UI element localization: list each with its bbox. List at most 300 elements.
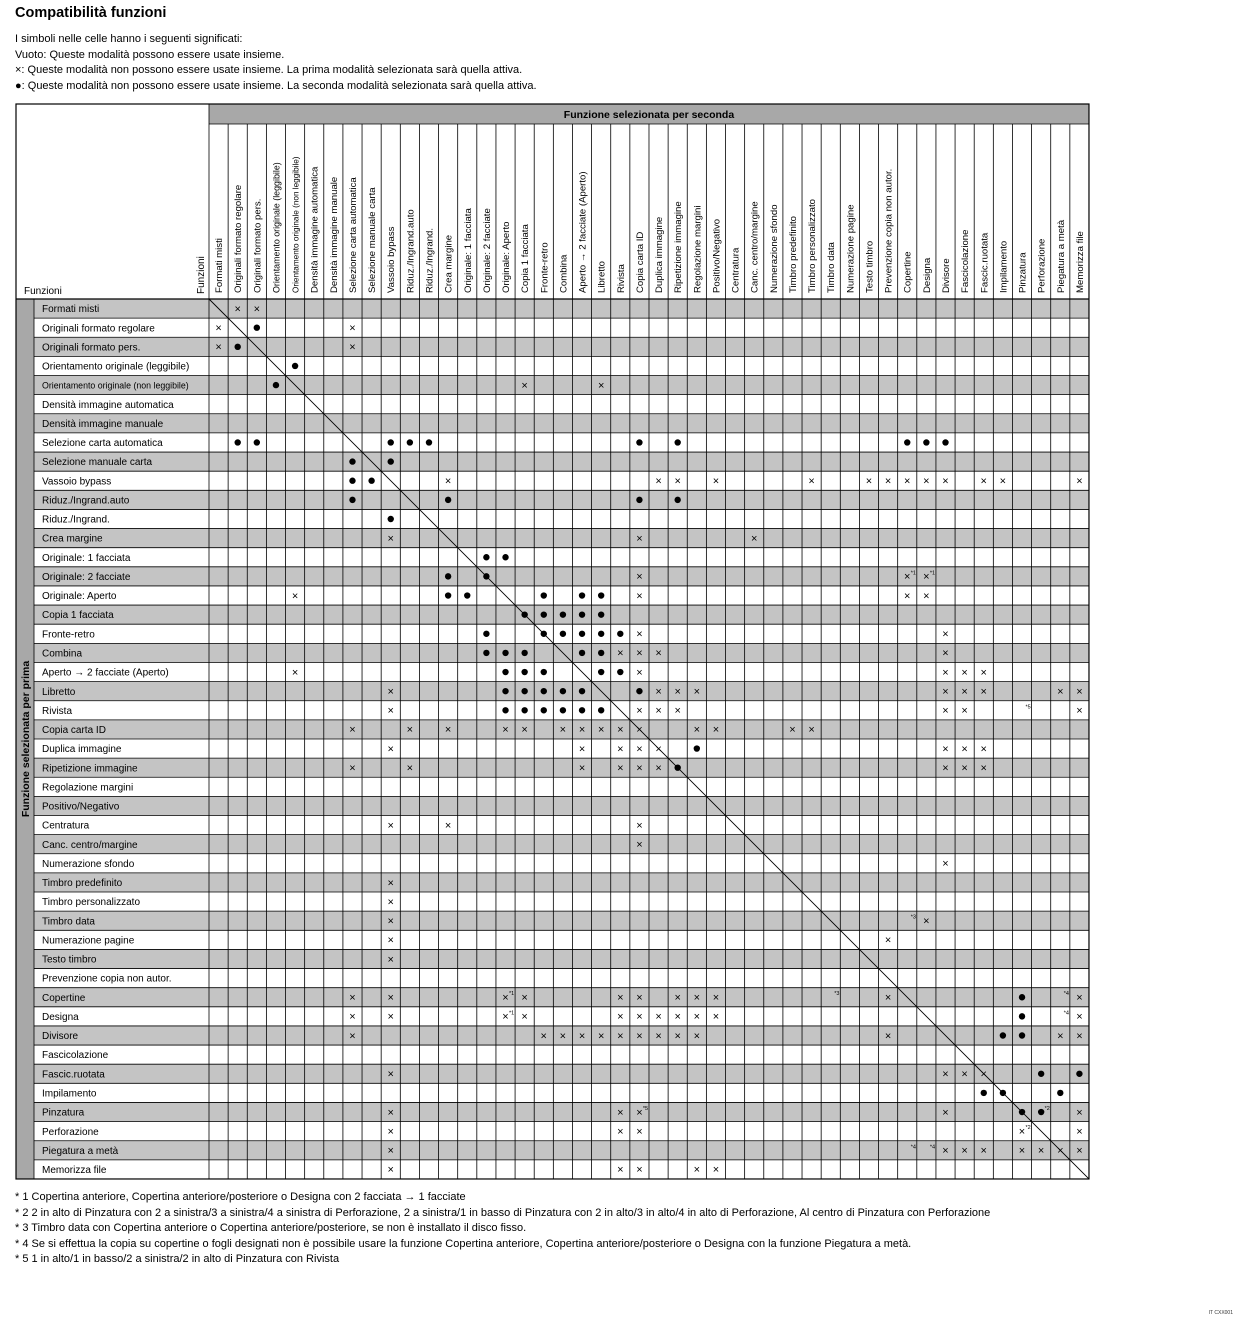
cross-mark: ×: [597, 1030, 605, 1043]
cross-mark: ×: [865, 475, 873, 488]
cross-mark: ×: [712, 992, 720, 1005]
cross-mark: ×: [904, 571, 911, 584]
cell-footnote-ref: *2: [1025, 1125, 1031, 1132]
column-header-label: Aperto → 2 facciate (Aperto): [577, 171, 589, 293]
dot-mark: [541, 611, 547, 617]
column-header-label: Originale: 1 facciata: [462, 208, 474, 293]
dot-mark: [981, 1090, 987, 1096]
cross-mark: ×: [655, 685, 662, 698]
row-shading: [34, 452, 1089, 471]
row-header-label: Positivo/Negativo: [42, 801, 120, 813]
row-header-label: Perforazione: [42, 1126, 99, 1138]
cross-mark: ×: [712, 1011, 720, 1024]
row-shading: [34, 911, 1089, 930]
dot-mark: [234, 344, 240, 350]
dot-mark: [904, 439, 910, 445]
cross-mark: ×: [636, 992, 643, 1005]
cross-mark: ×: [387, 532, 394, 545]
cross-mark: ×: [636, 532, 643, 545]
cross-mark: ×: [1076, 992, 1083, 1005]
row-shading: [34, 490, 1089, 509]
cross-mark: ×: [636, 1164, 643, 1177]
row-header-label: Originali formato pers.: [42, 342, 141, 354]
column-header-label: Fascicolazione: [960, 229, 972, 293]
dot-mark: [521, 707, 527, 713]
cross-mark: ×: [502, 724, 509, 737]
column-header-label: Designa: [921, 257, 933, 293]
legend-line-intro: I simboli nelle celle hanno i seguenti significati:: [15, 33, 243, 45]
dot-mark: [579, 631, 585, 637]
cross-mark: ×: [597, 724, 605, 737]
cross-mark: ×: [291, 590, 299, 603]
row-header-label: Libretto: [42, 686, 76, 698]
row-header-label: Densità immagine manuale: [42, 418, 164, 430]
cross-mark: ×: [980, 1145, 987, 1158]
column-header-label: Canc. centro/margine: [749, 201, 761, 293]
column-header-label: Orientamento originale (non leggibile): [291, 156, 301, 293]
cross-mark: ×: [904, 590, 911, 603]
cross-mark: ×: [980, 743, 987, 756]
cross-mark: ×: [923, 915, 930, 928]
row-header-label: Orientamento originale (leggibile): [42, 361, 190, 373]
cross-mark: ×: [655, 1030, 662, 1043]
cross-mark: ×: [1076, 1145, 1083, 1158]
dot-mark: [1038, 1071, 1044, 1077]
column-header-label: Libretto: [596, 261, 608, 293]
cross-mark: ×: [655, 705, 662, 718]
row-header-label: Designa: [42, 1011, 79, 1023]
cross-mark: ×: [636, 762, 643, 775]
dot-mark: [445, 573, 451, 579]
cross-mark: ×: [942, 475, 949, 488]
cross-mark: ×: [808, 724, 815, 737]
dot-mark: [598, 669, 604, 675]
cross-mark: ×: [942, 705, 949, 718]
footnote-3: * 3 Timbro data con Copertina anteriore o Copertina anteriore/posteriore, se non è installato il disco fisso.: [15, 1222, 527, 1234]
cross-mark: ×: [1057, 685, 1064, 698]
cross-mark: ×: [1076, 475, 1083, 488]
dot-mark: [349, 497, 355, 503]
column-header-label: Divisore: [941, 258, 953, 293]
dot-mark: [1000, 1032, 1006, 1038]
row-header-label: Numerazione sfondo: [42, 858, 135, 870]
row-header-label: Fronte-retro: [42, 629, 95, 641]
top-header-label: Funzione selezionata per seconda: [563, 109, 735, 121]
column-header-label: Numerazione pagine: [845, 204, 857, 293]
dot-mark: [674, 497, 680, 503]
dot-mark: [1000, 1090, 1006, 1096]
row-header-label: Ripetizione immagine: [42, 763, 138, 775]
row-shading: [34, 988, 1089, 1007]
dot-mark: [521, 688, 527, 694]
dot-mark: [426, 439, 432, 445]
column-header-label: Originale: 2 facciate: [481, 208, 493, 293]
cross-mark: ×: [406, 762, 414, 775]
cross-mark: ×: [923, 590, 930, 603]
row-header-label: Combina: [42, 648, 83, 660]
column-header-label: Numerazione sfondo: [768, 204, 780, 293]
cross-mark: ×: [942, 628, 949, 641]
footnote-1: * 1 Copertina anteriore, Copertina anteriore/posteriore o Designa con 2 facciata → 1 facciate: [15, 1191, 466, 1203]
cross-mark: ×: [578, 743, 586, 756]
figure-code: IT CXX001: [1208, 1310, 1233, 1316]
column-header-label: Orientamento originale (leggibile): [271, 162, 282, 293]
cross-mark: ×: [942, 1145, 949, 1158]
cross-mark: ×: [942, 1068, 949, 1081]
row-header-label: Selezione carta automatica: [42, 438, 163, 450]
cross-mark: ×: [617, 1030, 624, 1043]
dot-mark: [598, 631, 604, 637]
corner-label-vertical: Funzioni: [196, 256, 207, 294]
cross-mark: ×: [617, 762, 624, 775]
dot-mark: [445, 497, 451, 503]
cross-mark: ×: [349, 724, 356, 737]
cell-footnote-ref: *5: [642, 1106, 649, 1113]
cross-mark: ×: [559, 724, 567, 737]
column-header-label: Fronte-retro: [539, 242, 551, 293]
cross-mark: ×: [674, 1011, 681, 1024]
dot-mark: [617, 631, 623, 637]
dot-mark: [541, 707, 547, 713]
cross-mark: ×: [444, 819, 452, 832]
row-header-label: Aperto → 2 facciate (Aperto): [42, 667, 169, 679]
column-header-label: Vassoio bypass: [386, 226, 398, 293]
cross-mark: ×: [559, 1030, 567, 1043]
row-header-label: Originali formato regolare: [42, 323, 155, 335]
cross-mark: ×: [521, 379, 528, 392]
column-header-label: Riduz./Ingrand.: [424, 227, 436, 293]
row-header-label: Copia 1 facciata: [42, 610, 114, 622]
cross-mark: ×: [961, 743, 968, 756]
cross-mark: ×: [1057, 1030, 1064, 1043]
cross-mark: ×: [636, 705, 643, 718]
cross-mark: ×: [674, 992, 681, 1005]
cross-mark: ×: [636, 1125, 643, 1138]
cross-mark: ×: [655, 743, 662, 756]
cross-mark: ×: [406, 724, 414, 737]
column-header-label: Timbro personalizzato: [807, 198, 819, 293]
column-header-label: Copertine: [902, 251, 914, 293]
cross-mark: ×: [1076, 685, 1083, 698]
cross-mark: ×: [961, 705, 968, 718]
column-header-label: Impilamento: [998, 240, 1010, 293]
cross-mark: ×: [712, 1164, 720, 1177]
cross-mark: ×: [961, 1145, 968, 1158]
column-header-label: Copia carta ID: [634, 231, 646, 293]
column-header-label: Duplica immagine: [654, 216, 666, 293]
row-shading: [34, 1064, 1089, 1083]
column-header-label: Piegatura a metà: [1055, 219, 1067, 293]
cell-footnote-ref: *3: [834, 991, 840, 998]
column-header-label: Prevenzione copia non autor.: [883, 168, 895, 293]
column-header-label: Fascic.ruotata: [979, 232, 991, 293]
cross-mark: ×: [884, 934, 892, 947]
cross-mark: ×: [521, 724, 528, 737]
column-header-label: Pinzatura: [1017, 252, 1029, 293]
cross-mark: ×: [674, 685, 681, 698]
cross-mark: ×: [387, 743, 394, 756]
cross-mark: ×: [655, 475, 662, 488]
cell-footnote-ref: *1: [929, 570, 936, 577]
column-header-label: Memorizza file: [1074, 231, 1086, 293]
dot-mark: [521, 669, 527, 675]
dot-mark: [541, 631, 547, 637]
dot-mark: [617, 669, 623, 675]
cross-mark: ×: [636, 647, 643, 660]
dot-mark: [579, 688, 585, 694]
column-header-label: Ripetizione immagine: [673, 201, 685, 293]
row-header-label: Numerazione pagine: [42, 935, 135, 947]
dot-mark: [483, 554, 489, 560]
row-header-label: Formati misti: [42, 304, 100, 316]
dot-mark: [560, 688, 566, 694]
cross-mark: ×: [693, 1164, 701, 1177]
cross-mark: ×: [636, 590, 643, 603]
dot-mark: [1057, 1090, 1063, 1096]
cross-mark: ×: [904, 475, 911, 488]
dot-mark: [560, 707, 566, 713]
footnote-5: * 5 1 in alto/1 in basso/2 a sinistra/2 in alto di Pinzatura con Rivista: [15, 1253, 340, 1265]
cross-mark: ×: [655, 647, 662, 660]
row-header-label: Centratura: [42, 820, 90, 832]
cross-mark: ×: [980, 475, 987, 488]
column-header-label: Selezione manuale carta: [367, 187, 379, 293]
dot-mark: [388, 439, 394, 445]
cross-mark: ×: [617, 647, 624, 660]
dot-mark: [694, 745, 700, 751]
row-header-label: Orientamento originale (non leggibile): [42, 380, 189, 391]
row-header-label: Fascicolazione: [42, 1050, 109, 1062]
cell-footnote-ref: *4: [1063, 991, 1069, 998]
dot-mark: [598, 592, 604, 598]
cross-mark: ×: [636, 666, 643, 679]
row-shading: [34, 529, 1089, 548]
cross-mark: ×: [617, 724, 624, 737]
dot-mark: [521, 611, 527, 617]
cross-mark: ×: [636, 743, 643, 756]
row-header-label: Originale: 1 facciata: [42, 552, 131, 564]
cross-mark: ×: [884, 1030, 892, 1043]
column-header-label: Testo timbro: [864, 240, 876, 293]
cross-mark: ×: [693, 992, 701, 1005]
row-header-label: Timbro data: [42, 916, 95, 928]
legend-line-dot: ●: Queste modalità non possono essere usate insieme. La seconda modalità selezionata sarà quella attiva.: [15, 79, 537, 92]
dot-mark: [1019, 994, 1025, 1000]
cross-mark: ×: [693, 724, 701, 737]
cross-mark: ×: [942, 647, 949, 660]
dot-mark: [234, 439, 240, 445]
row-header-label: Prevenzione copia non autor.: [42, 973, 172, 985]
dot-mark: [598, 707, 604, 713]
row-header-label: Fascic.ruotata: [42, 1069, 105, 1081]
column-header-label: Copia 1 facciata: [520, 224, 532, 293]
cross-mark: ×: [655, 1011, 662, 1024]
row-header-label: Duplica immagine: [42, 744, 122, 756]
footnotes: [15, 1190, 990, 1268]
cross-mark: ×: [980, 762, 987, 775]
cross-mark: ×: [636, 1106, 643, 1119]
cross-mark: ×: [578, 762, 586, 775]
dot-mark: [445, 592, 451, 598]
dot-mark: [502, 707, 508, 713]
cell-footnote-ref: *1: [509, 991, 515, 998]
cross-mark: ×: [674, 705, 681, 718]
dot-mark: [598, 650, 604, 656]
cross-mark: ×: [617, 1164, 624, 1177]
cross-mark: ×: [980, 685, 987, 698]
dot-mark: [579, 611, 585, 617]
row-header-label: Copia carta ID: [42, 725, 106, 737]
cross-mark: ×: [1076, 1030, 1083, 1043]
dot-mark: [541, 688, 547, 694]
row-header-label: Timbro predefinito: [42, 878, 123, 890]
cross-mark: ×: [253, 303, 261, 316]
page-title: Compatibilità funzioni: [15, 5, 167, 21]
cross-mark: ×: [349, 341, 356, 354]
cross-mark: ×: [617, 1011, 624, 1024]
cross-mark: ×: [387, 705, 394, 718]
row-header-label: Testo timbro: [42, 954, 97, 966]
cell-footnote-ref: *4: [910, 1144, 916, 1151]
dot-mark: [1019, 1013, 1025, 1019]
cross-mark: ×: [521, 992, 528, 1005]
dot-mark: [273, 382, 279, 388]
cross-mark: ×: [540, 1030, 547, 1043]
cross-mark: ×: [750, 532, 758, 545]
cross-mark: ×: [636, 1030, 643, 1043]
cross-mark: ×: [387, 1125, 394, 1138]
corner-label: Funzioni: [24, 286, 62, 297]
cross-mark: ×: [636, 1011, 643, 1024]
column-header-label: Densità immagine automatica: [309, 166, 321, 293]
dot-mark: [636, 497, 642, 503]
cross-mark: ×: [234, 303, 241, 316]
cross-mark: ×: [502, 992, 509, 1005]
column-header-label: Combina: [558, 254, 570, 293]
cross-mark: ×: [789, 724, 796, 737]
row-shading: [34, 949, 1089, 968]
cross-mark: ×: [1076, 1106, 1083, 1119]
column-header-label: Riduz./Ingrand.auto: [405, 209, 417, 293]
dot-mark: [502, 669, 508, 675]
row-shading: [34, 414, 1089, 433]
cross-mark: ×: [942, 743, 949, 756]
dot-mark: [636, 688, 642, 694]
cross-mark: ×: [636, 724, 643, 737]
cross-mark: ×: [349, 992, 356, 1005]
cross-mark: ×: [502, 1011, 509, 1024]
row-shading: [34, 796, 1089, 815]
column-header-label: Originali formato pers.: [252, 198, 264, 293]
cross-mark: ×: [1076, 705, 1083, 718]
column-header-label: Originali formato regolare: [233, 184, 245, 293]
dot-mark: [560, 611, 566, 617]
dot-mark: [388, 458, 394, 464]
cross-mark: ×: [387, 915, 394, 928]
dot-mark: [483, 573, 489, 579]
dot-mark: [292, 363, 298, 369]
dot-mark: [502, 688, 508, 694]
dot-mark: [483, 631, 489, 637]
cross-mark: ×: [923, 475, 930, 488]
cross-mark: ×: [942, 685, 949, 698]
dot-mark: [579, 707, 585, 713]
row-header-label: Canc. centro/margine: [42, 839, 138, 851]
dot-mark: [560, 631, 566, 637]
cross-mark: ×: [387, 1068, 394, 1081]
column-header-label: Regolazione margini: [692, 205, 704, 293]
dot-mark: [388, 516, 394, 522]
cross-mark: ×: [942, 666, 949, 679]
column-header-label: Originale: Aperto: [501, 221, 513, 293]
cross-mark: ×: [961, 666, 968, 679]
side-header-label: Funzione selezionata per prima: [20, 660, 32, 818]
dot-mark: [483, 650, 489, 656]
cross-mark: ×: [349, 762, 356, 775]
cross-mark: ×: [1037, 1145, 1045, 1158]
row-header-label: Regolazione margini: [42, 782, 134, 794]
row-header-label: Memorizza file: [42, 1165, 107, 1177]
dot-mark: [942, 439, 948, 445]
dot-mark: [1019, 1109, 1025, 1115]
row-header-label: Piegatura a metà: [42, 1145, 119, 1157]
cross-mark: ×: [999, 475, 1007, 488]
cross-mark: ×: [884, 992, 892, 1005]
cross-mark: ×: [961, 762, 968, 775]
cross-mark: ×: [215, 341, 222, 354]
column-header-label: Timbro data: [826, 242, 838, 293]
row-header-label: Divisore: [42, 1031, 79, 1043]
dot-mark: [579, 592, 585, 598]
dot-mark: [674, 439, 680, 445]
cross-mark: ×: [636, 628, 643, 641]
cross-mark: ×: [1057, 1145, 1064, 1158]
cross-mark: ×: [291, 666, 299, 679]
cell-footnote-ref: *4: [929, 1144, 936, 1151]
dot-mark: [349, 458, 355, 464]
cross-mark: ×: [1018, 1145, 1026, 1158]
cross-mark: ×: [923, 571, 930, 584]
cross-mark: ×: [808, 475, 815, 488]
cross-mark: ×: [617, 992, 624, 1005]
dot-mark: [1076, 1071, 1082, 1077]
column-header-label: Crea margine: [443, 234, 455, 293]
cross-mark: ×: [636, 819, 643, 832]
column-header-label: Centratura: [730, 247, 742, 293]
row-header-label: Densità immagine automatica: [42, 399, 174, 411]
cross-mark: ×: [636, 571, 643, 584]
row-shading: [34, 873, 1089, 892]
row-header-label: Rivista: [42, 705, 73, 717]
column-header-label: Densità immagine manuale: [328, 176, 340, 293]
row-shading: [34, 758, 1089, 777]
cross-mark: ×: [693, 1011, 701, 1024]
dot-mark: [349, 478, 355, 484]
row-header-label: Copertine: [42, 992, 86, 1004]
cross-mark: ×: [1018, 1125, 1026, 1138]
row-header-label: Timbro personalizzato: [42, 897, 141, 909]
cell-footnote-ref: *5: [1025, 704, 1031, 711]
row-shading: [34, 1102, 1089, 1121]
cross-mark: ×: [636, 839, 643, 852]
cross-mark: ×: [387, 1106, 394, 1119]
cross-mark: ×: [387, 953, 394, 966]
footnote-2: * 2 2 in alto di Pinzatura con 2 a sinistra/3 a sinistra/4 a sinistra di Perforazione, 2 a sinistra/1 in basso di Pinzatura con 2 in alto/3 in alto/4 in alto di Perforazione, Al centro di Pinzatura con Perforazione: [15, 1206, 991, 1219]
cross-mark: ×: [349, 322, 356, 335]
column-header-label: Selezione carta automatica: [347, 177, 359, 293]
cross-mark: ×: [597, 379, 605, 392]
cell-footnote-ref: *2: [1044, 1106, 1050, 1113]
